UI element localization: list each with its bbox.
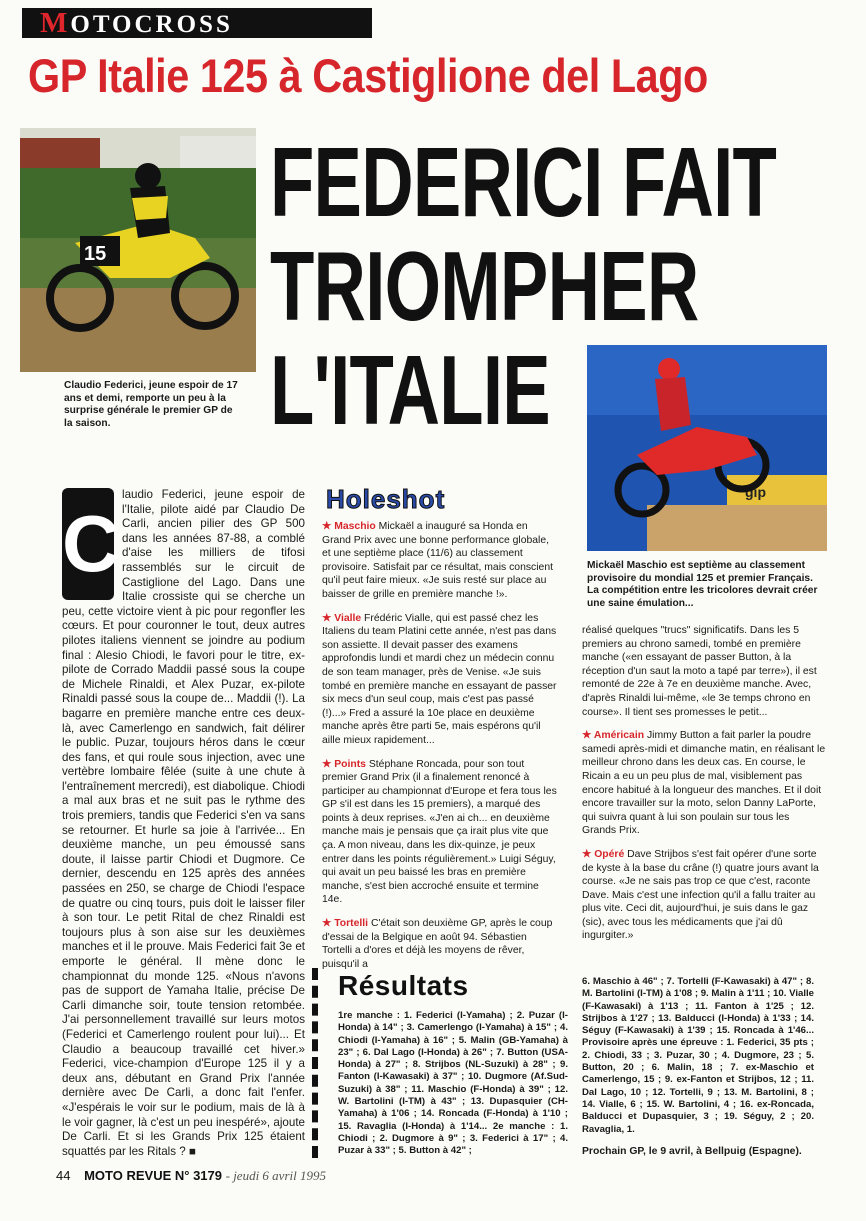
holeshot-text: Jimmy Button a fait parler la poudre samedi après-midi et dimanche matin, en réalisant le meilleur chrono dans les deux cas. En course, le Ricain a eu un peu plus de mal, visiblement pas encore habitué à la longueur des manches. Et il doit encore travailler sur la moto, selon Danny LaPorte, qui suivra quant à lui son poulain sur tous les Grands Prix. [582,730,826,837]
holeshot-text: C'était son deuxième GP, après le coup d'essai de la Belgique en août 94. Sébastien Tortelli a d'ores et déjà les moyens de rêver, puisqu'il a [322,918,553,970]
photo-caption-1: Claudio Federici, jeune espoir de 17 ans et demi, remporte un peu à la surprise générale le premier GP de la saison. [64,380,238,429]
holeshot-text: Dave Strijbos s'est fait opérer d'une sorte de kyste à la base du crâne (!) quatre jours avant la course. «Je ne sais pas trop ce que c'est, raconte Dave. Mais c'est une infection qu'il a fallu traiter au plus vite. Ceci dit, aujourd'hui, je suis dans le gaz (sic), avec tous les médicaments que j'ai dû ingurgiter.» [582,848,819,942]
holeshot-column-1 [322,520,558,981]
holeshot-column-2 [582,624,826,953]
holeshot-item-tortelli: ★ Tortelli C'était son deuxième GP, après le coup d'essai de la Belgique en août 94. Sébastien Tortelli a d'ores et déjà les moyens de rêver, puisqu'il a [322,918,553,970]
holeshot-tag: Américain [593,730,645,742]
headline-line-2: TRIOMPHER [270,231,699,341]
motocross-photo-1 [20,128,256,372]
photo-maschio [587,345,827,551]
results-title: Résultats [338,970,469,1001]
section-first-letter: M [40,7,71,39]
photo-federici [20,128,256,372]
headline-line-3: L'ITALIE [270,335,550,445]
holeshot-item-americain: ★ Américain Jimmy Button a fait parler la poudre samedi après-midi et dimanche matin, en réalisant le meilleur chrono dans les deux cas. En course, le Ricain a eu un peu plus de mal, visiblement pas encore habitué à la longueur des manches. Et il doit encore travailler sur la moto, selon Danny LaPorte, qui suivra quant à lui son poulain sur tous les Grands Prix. [582,730,826,837]
section-tag [22,8,372,38]
article-text: laudio Federici, jeune espoir de l'Italie, pilote aidé par Claudio De Carli, ancien pilier des GP 500 dans les années 87-88, a comblé d'aise les milliers de tifosi rassemblés sur le circuit de Castiglione del Lago. Dans une Italie crossiste qui se cherche un peu, cette victoire vient à pic pour regonfler les cœurs. Et pour couronner le tout, deux autres pilotes italiens viennent se joindre au podium final : Alesio Chiodi, le favori pour le titre, ex-pilote de Corrado Maddii passé sous la coupe de Michele Rinaldi, et Alex Puzar, ex-pilote Rinaldi passé sous la coupe de... Maddii (!). La bagarre en première manche entre ces deux-là, avec Camerlengo en sandwich, fait délirer le public. Puzar, toujours héros dans le cœur des fans, et qui roule sous injection, avec une vertèbre lombaire fêlée (suite à une chute à l'entraînement mercredi), est diabolique. Chiodi a mal aux bras et ne suit pas le rythme des trois premiers, tandis que Federici s'en va sans se retourner. Et hurle sa joie à l'arrivée... En deuxième manche, un peu émoussé sans doute, il laisse partir Chiodi et Dugmore. Ce dernier, descendu en 125 après des années passées en 250, se charge de Chiodi l'espace de quatre ou cinq tours, puis doit le laisser filer à son tour. Le petit Rital de chez Rinaldi est toujours plus à son aise sur les deuxièmes manches et il le prouve. Mais Federici fait 3e et emporte le général. Il mène donc le championnat du monde 125. «Nous n'avons pas de support de Yamaha Italie, précise De Carli dimanche soir, toute tension retombée. J'ai personnellement travaillé sur leurs motos (Federici et Camerlengo roulent pour lui)... Et Claudio a beaucoup travaillé cet hiver.» Federici, vice-champion d'Europe 125 il y a deux ans, débutant en Grand Prix l'année dernière avec De Carli, a donc fait l'enfer. «J'espérais le voir sur le podium, mais de là à le voir gagner, là c'est un peu inespéré», ajoute De Carli. Et si les Grands Prix 125 étaient squattés par les Ritals ? ■ [62,488,305,1158]
photo-caption-2: Mickaël Maschio est septième au classement provisoire du mondial 125 et premier Français. La compétition entre les tricolores devrait créer une saine émulation... [587,560,818,609]
holeshot-text: Mickaël a inauguré sa Honda en Grand Prix avec une bonne performance globale, et une septième place (11/6) au classement provisoire. Satisfait par ce résultat, mais conscient qu'il peut faire mieux. «Je suis resté sur place au baisser de grille en première manche !». [322,521,553,600]
motocross-photo-2 [587,345,827,551]
holeshot-text: réalisé quelques "trucs" significatifs. Dans les 5 premiers au chrono samedi, tombé en première manche («en essayant de passer Button, à la réception d'un saut la moto a tapé par terre»), il est remonté de 22e à 7e en deuxième manche. Avec, d'après Rinaldi lui-même, «le 3e temps chrono en course». Il tient ses promesses le petit... [582,625,817,718]
holeshot-tag: Maschio [334,521,376,532]
section-name: OTOCROSS [70,11,233,38]
next-gp: Prochain GP, le 9 avril, à Bellpuig (Espagne). [582,1146,802,1157]
holeshot-text: Frédéric Vialle, qui est passé chez les Italiens du team Platini cette année, n'est pas dans son assiette. Il devait passer des examens approfondis lundi et mardi chez un médecin connu de son team manager, près de Venise. «Je suis tombé en première manche en essayant de passer six mecs d'un seul coup, mais c'est pas passé (!)...» Fred a assuré la 10e place en deuxième manche après être parti 5e, mais espérons qu'il aille mieux rapidement... [322,612,557,746]
event-title: GP Italie 125 à Castiglione del Lago [28,49,708,102]
holeshot-tag: Opéré [594,848,625,860]
holeshot-item-tortelli-cont [582,624,826,719]
holeshot-tag: Vialle [334,612,362,624]
page-number: 44 [56,1168,71,1183]
bike-number: 15 [84,243,107,265]
article-body [62,488,305,1159]
holeshot-item-opere: ★ Opéré Dave Strijbos s'est fait opérer d'une sorte de kyste à la base du crâne (!) quatre jours avant la course. «Je ne sais pas trop ce que c'est, raconte Dave. Mais c'est une infection qu'il a fallu traiter au plus vite. Ceci dit, aujourd'hui, je suis dans le gaz (sic), avec tous les médicaments que j'ai dû ingurgiter.» [582,848,819,942]
holeshot-item-maschio: ★ Maschio Mickaël a inauguré sa Honda en Grand Prix avec une bonne performance globale, et une septième place (11/6) au classement provisoire. Satisfait par ce résultat, mais conscient qu'il peut faire mieux. «Je suis resté sur place au baisser de grille en première manche !». [322,521,553,600]
holeshot-item-vialle: ★ Vialle Frédéric Vialle, qui est passé chez les Italiens du team Platini cette année, n'est pas dans son assiette. Il devait passer des examens approfondis lundi et mardi chez un médecin connu de son team manager, près de Venise. «Je suis tombé en première manche en essayant de passer six mecs d'un seul coup, mais c'est pas passé (!)...» Fred a assuré la 10e place en deuxième manche après être parti 5e, mais espérons qu'il aille mieux rapidement... [322,612,557,746]
page-footer [56,1168,326,1184]
holeshot-tag: Tortelli [334,918,369,930]
article-dropcap: C [62,488,114,600]
results-column-1: 1re manche : 1. Federici (I-Yamaha) ; 2. Puzar (I-Honda) à 14" ; 3. Camerlengo (I-Yamaha) à 15" ; 4. Chiodi (I-Yamaha) à 16" ; 5. Malin (GB-Yamaha) à 23" ; 6. Dal Lago (I-Honda) à 26" ; 7. Button (USA-Honda) à 27" ; 8. Strijbos (NL-Suzuki) à 28" ; 9. Fanton (I-Kawasaki) à 37" ; 10. Dugmore (Af.Sud-Suzuki) à 38" ; 11. Maschio (F-Honda) à 39" ; 12. W. Bartolini (I-TM) à 43" ; 13. Dupasquier (CH-Yamaha) à 1'06 ; 14. Roncada (F-Honda) à 1'10 ; 15. Ravaglia (I-Honda) à 1'14... 2e manche : 1. Chiodi ; 2. Dugmore à 9" ; 3. Federici à 17" ; 4. Puzar à 33" ; 5. Button à 42" ; [338,1010,568,1157]
headline-line-1: FEDERICI FAIT [270,127,777,237]
magazine-name: MOTO REVUE N° 3179 [84,1168,222,1183]
holeshot-text: Stéphane Roncada, pour son tout premier Grand Prix (il a finalement renoncé à participer au championnat d'Europe et fera tous les GP s'il est dans les 15 premiers), a marqué des points à deux reprises. «J'en ai ch... en deuxième manche mais je pensais que ça irait plus vite que ça. A mon niveau, dans les dix-quinze, je peux entrer dans les points régulièrement.» Luigi Séguy, qui avait un peu baissé les bras en première manche, s'est bien accroché ensuite et termine 14e. [322,758,557,906]
holeshot-tag: Points [334,758,366,770]
banner-sign: gip [745,484,766,500]
issue-date: - jeudi 6 avril 1995 [225,1168,326,1183]
holeshot-title: Holeshot [326,484,446,514]
holeshot-item-points: ★ Points Stéphane Roncada, pour son tout premier Grand Prix (il a finalement renoncé à participer au championnat d'Europe et fera tous les GP s'il est dans les 15 premiers), a marqué des points à deux reprises. «J'en ai ch... en deuxième manche mais je pensais que ça irait plus vite que ça. A mon niveau, dans les dix-quinze, je peux entrer dans les points régulièrement.» Luigi Séguy, qui avait un peu baissé les bras en première manche, s'est bien accroché ensuite et termine 14e. [322,758,557,906]
results-column-2: 6. Maschio à 46" ; 7. Tortelli (F-Kawasaki) à 47" ; 8. M. Bartolini (I-TM) à 1'08 ; 9. Malin à 1'11 ; 10. Vialle (F-Kawasaki) à 1'13 ; 11. Fanton à 1'25 ; 12. Strijbos à 1'27 ; 13. Balducci (I-Honda) à 1'33 ; 14. Séguy (F-Kawasaki) à 1'39 ; 15. Roncada à 1'46... Provisoire après une épreuve : 1. Federici, 35 pts ; 2. Chiodi, 33 ; 3. Puzar, 30 ; 4. Dugmore, 23 ; 5. Button, 20 ; 6. Malin, 18 ; 7. ex-Maschio et Camerlengo, 15 ; 9. ex-Fanton et Strijbos, 12 ; 11. Dal Lago, 10 ; 12. Tortelli, 9 ; 13. M. Bartolini, 8 ; 14. Vialle, 6 ; 15. W. Bartolini, 4 ; 16. ex-Roncada, Balducci et Dupasquier, 3 ; 19. Séguy, 2 ; 20. Ravaglia, 1. [582,976,814,1135]
